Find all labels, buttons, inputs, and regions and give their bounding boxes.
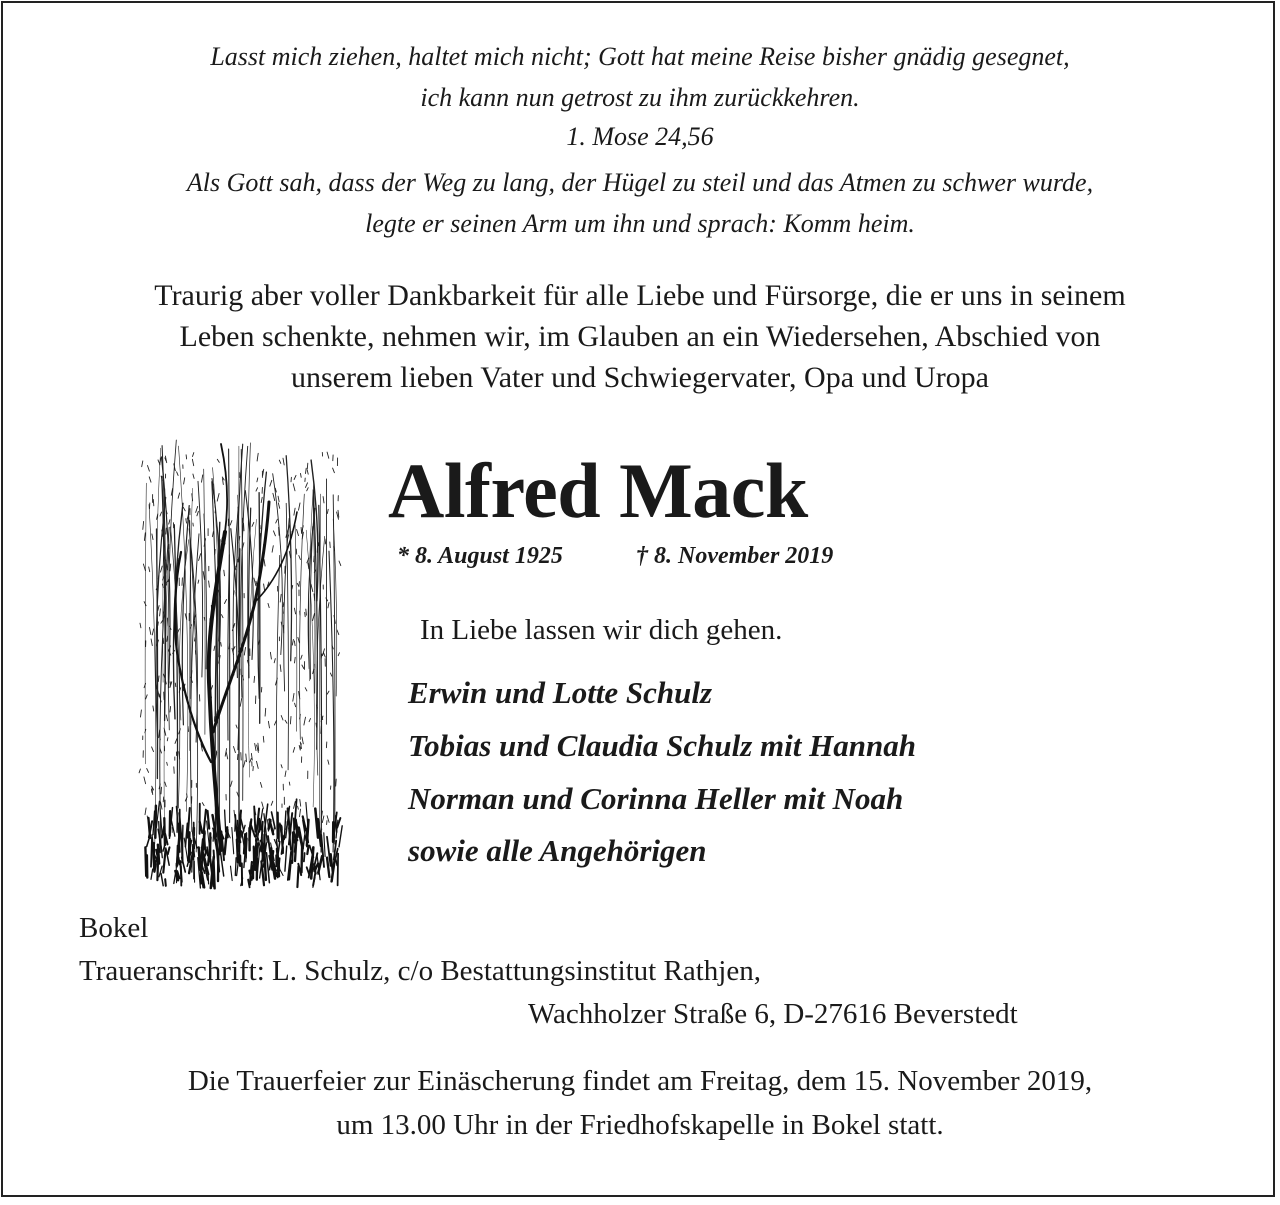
intro-line: unserem lieben Vater und Schwiegervater, Opa und Uropa: [290, 361, 989, 394]
ceremony-line: um 13.00 Uhr in der Friedhofskapelle in Bokel statt.: [336, 1109, 944, 1141]
deceased-name: Alfred Mack: [388, 447, 808, 534]
mourner-line: Norman und Corinna Heller mit Noah: [408, 781, 904, 816]
mourner-line: Erwin und Lotte Schulz: [408, 675, 713, 710]
funeral-ceremony-info: [40, 1059, 1240, 1147]
intro-text: [40, 275, 1240, 398]
mourning-address-street: Wachholzer Straße 6, D-27616 Beverstedt: [528, 998, 1018, 1030]
verse-line: ich kann nun getrost zu ihm zurückkehren.: [420, 83, 860, 112]
intro-line: Leben schenkte, nehmen wir, im Glauben an ein Wiedersehen, Abschied von: [179, 320, 1101, 353]
verse-reference: 1. Mose 24,56: [566, 122, 714, 151]
birth-date: * 8. August 1925: [397, 543, 563, 569]
place-name: Bokel: [79, 912, 149, 944]
poem-line: Als Gott sah, dass der Weg zu lang, der Hügel zu steil und das Atmen zu schwer wurde,: [186, 168, 1094, 197]
mourning-address: Traueranschrift: L. Schulz, c/o Bestattungsinstitut Rathjen,: [79, 955, 761, 987]
poem-line: legte er seinen Arm um ihn und sprach: Komm heim.: [365, 209, 915, 238]
bible-verse: [0, 36, 1280, 118]
death-date: † 8. November 2019: [636, 543, 834, 569]
weeping-willow-icon: [125, 432, 355, 917]
mourner-line: sowie alle Angehörigen: [408, 833, 707, 868]
intro-line: Traurig aber voller Dankbarkeit für alle Liebe und Fürsorge, die er uns in seinem: [154, 279, 1126, 312]
poem: [0, 162, 1280, 244]
verse-line: Lasst mich ziehen, haltet mich nicht; Gott hat meine Reise bisher gnädig gesegnet,: [210, 42, 1070, 71]
ceremony-line: Die Trauerfeier zur Einäscherung findet am Freitag, dem 15. November 2019,: [187, 1065, 1093, 1097]
mourner-line: Tobias und Claudia Schulz mit Hannah: [408, 728, 916, 763]
farewell-line: In Liebe lassen wir dich gehen.: [420, 614, 783, 646]
